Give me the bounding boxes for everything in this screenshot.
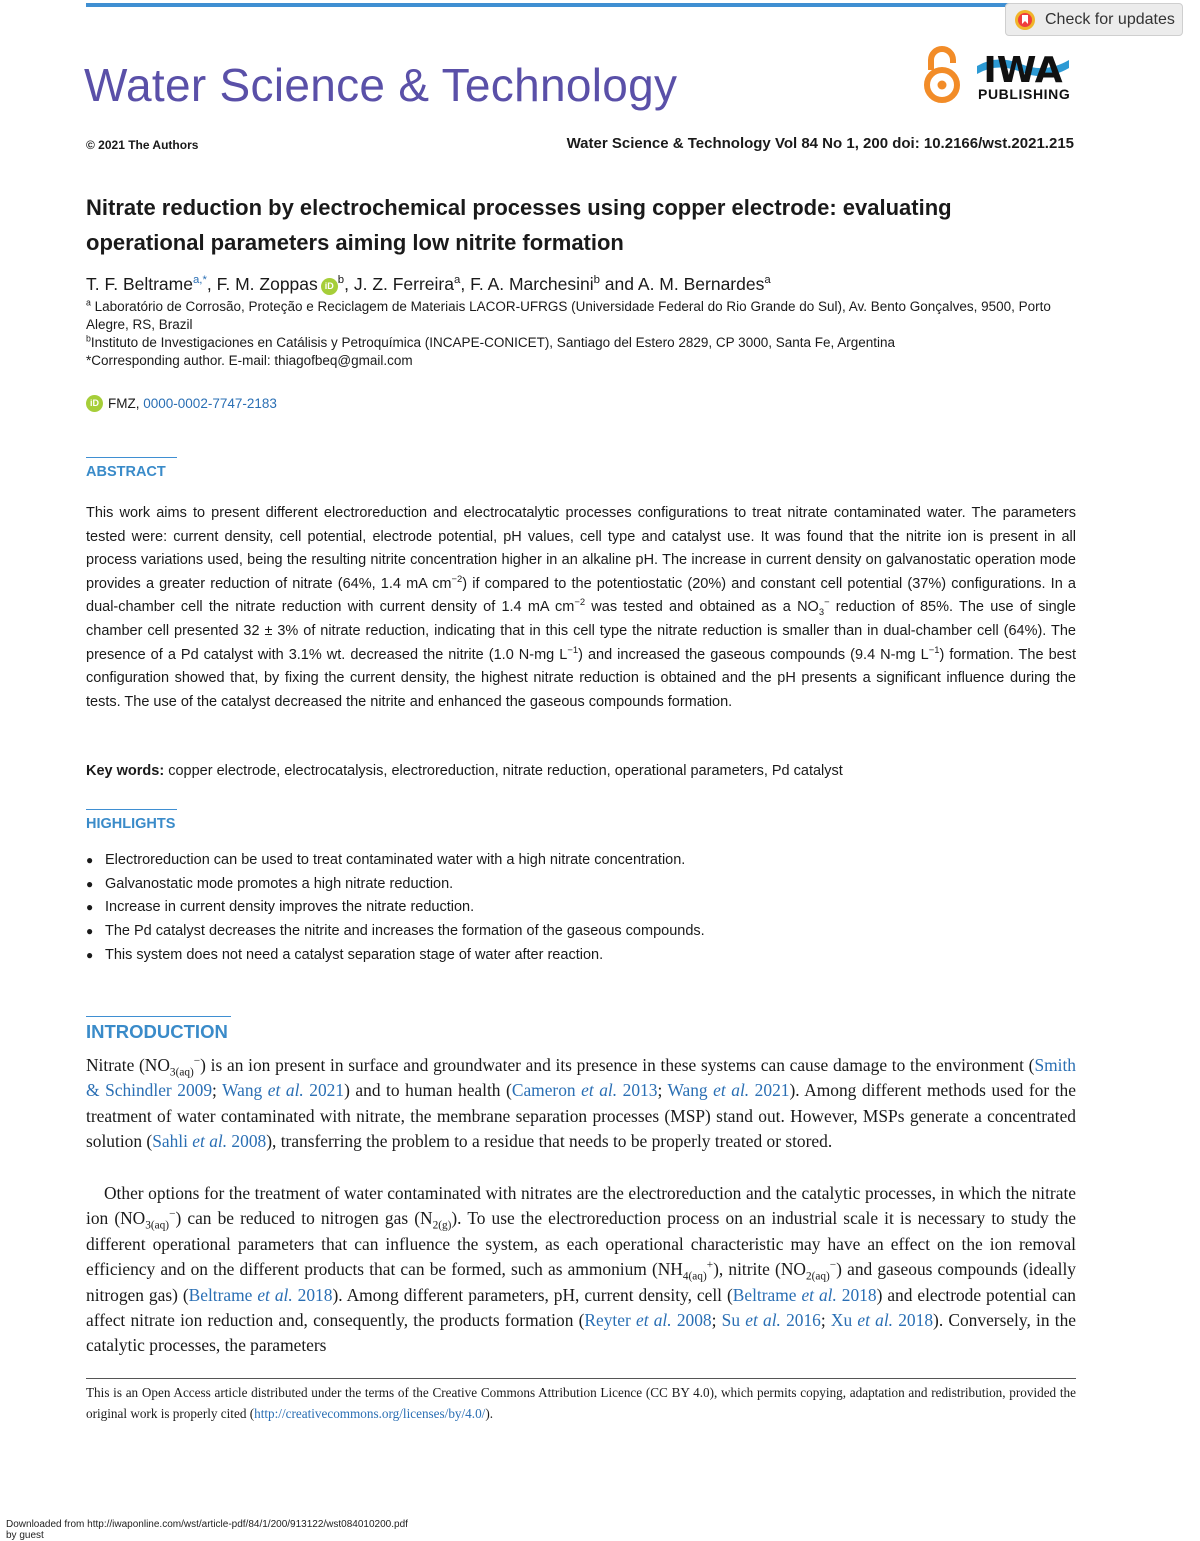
iwa-logo-text: IWA	[983, 50, 1063, 91]
citation-link[interactable]: Beltrame et al. 2018	[732, 1284, 877, 1305]
orcid-icon: iD	[86, 395, 103, 412]
journal-citation: Water Science & Technology Vol 84 No 1, 200 doi: 10.2166/wst.2021.215	[566, 135, 1074, 152]
orcid-label: FMZ,	[108, 396, 140, 411]
highlights-rule	[86, 809, 177, 810]
intro-paragraph-1: Nitrate $(NO_{3(aq)}^-)$ is an ion present in surface and groundwater and its presence in these systems can cause damage to the environment (Smith & Schindler 2009; Wang et al. 2021) and to human health (Cameron et al. 2013; Wang et al. 2021). Among different methods used for the treatment of water contaminated with nitrate, the membrane separation processes (MSP) stand out. However, MSPs generate a concentrated solution (Sahli et al. 2008), transferring the problem to a residue that needs to be properly treated or stored.	[86, 1055, 1076, 1152]
abstract-text: This work aims to present different electroreduction and electrocatalytic processes configurations to treat nitrate contaminated water. The parameters tested were: current density, cell potential, electrode potential, pH values, cell type and catalyst use. It was found that the nitrite ion is present in all process variations used, being the resulting nitrite concentration higher in an alkaline pH. The increase in current density on galvanostatic operation mode provides a greater reduction of nitrate (64%, 1.4 mA $cm^{-2}$) if compared to the potentiostatic (20%) and constant cell potential (37%) configurations. In a dual-chamber cell the nitrate reduction with current density of 1.4 mA $cm^{-2}$ was tested and obtained as a $NO_3^-$ reduction of 85%. The use of single chamber cell presented 32 ± 3% of nitrate reduction, indicating that in this cell type the nitrate reduction is smaller than in dual-chamber cell (64%). The presence of a Pd catalyst with 3.1% wt. decreased the nitrite (1.0 N-mg $L^{-1}$) and increased the gaseous compounds (9.4 N-mg $L^{-1}$) formation. The best configuration showed that, by fixing the current density, the highest nitrate reduction is obtained and the pH presents a significant influence during the tests. The use of the catalyst decreased the nitrite and enhanced the gaseous compounds formation.	[86, 505, 1076, 710]
keywords-text: copper electrode, electrocatalysis, electroreduction, nitrate reduction, operational parameters, Pd catalyst	[168, 763, 843, 779]
citation-link[interactable]: Reyter et al. 2008	[584, 1310, 712, 1331]
abstract-rule	[86, 457, 177, 458]
author-name: F. M. Zoppas	[216, 274, 318, 294]
abstract-heading: ABSTRACT	[86, 464, 166, 480]
license-footnote: This is an Open Access article distributed under the terms of the Creative Commons Attribution Licence (CC BY 4.0), which permits copying, adaptation and redistribution, provided the original work is properly cited (http://creativecommons.org/licenses/by/4.0/).	[86, 1385, 1076, 1421]
author-name: T. F. Beltrame	[86, 274, 193, 294]
affiliation-mark: a	[86, 297, 91, 308]
title-line-1: Nitrate reduction by electrochemical processes using copper electrode: evaluating	[86, 195, 952, 220]
list-item: ● Galvanostatic mode promotes a high nitrate reduction.	[86, 873, 705, 897]
title-line-2: operational parameters aiming low nitrite formation	[86, 230, 624, 255]
author-affil-mark: a	[764, 274, 771, 287]
download-line-1: Downloaded from http://iwaponline.com/wst/article-pdf/84/1/200/913122/wst084010200.pdf	[6, 1519, 408, 1530]
introduction-heading: INTRODUCTION	[86, 1021, 228, 1042]
copyright: © 2021 The Authors	[86, 138, 199, 152]
author-conjunction: and	[604, 274, 634, 294]
orcid-link[interactable]: 0000-0002-7747-2183	[143, 396, 277, 411]
orcid-line	[86, 395, 277, 412]
citation-link[interactable]: Xu et al. 2018	[830, 1310, 934, 1331]
footnote-rule	[86, 1378, 1076, 1379]
journal-title: Water Science & Technology	[84, 59, 678, 111]
citation-link[interactable]: Wang et al. 2021	[667, 1080, 790, 1101]
affiliation-a	[86, 298, 1076, 334]
citation-link[interactable]: Su et al. 2016	[721, 1310, 821, 1331]
author-affil-mark: b	[337, 274, 345, 287]
author-name: A. M. Bernardes	[637, 274, 765, 294]
author-affil-mark: b	[593, 274, 600, 287]
license-link[interactable]: http://creativecommons.org/licenses/by/4.0/	[254, 1406, 486, 1421]
citation-link[interactable]: Smith & Schindler 2009	[86, 1055, 1076, 1101]
affiliation-mark: b	[86, 333, 91, 344]
affiliation-text: Instituto de Investigaciones en Catálisis y Petroquímica (INCAPE-CONICET), Santiago del Estero 2829, CP 3000, Santa Fe, Argentina	[90, 335, 896, 350]
author-list: T. F. Beltrame$^{a,*}$, F. M. Zoppas iD $^b$, J. Z. Ferreira$^a$, F. A. Marchesini$^b$ and A. M. Bernardes$^a$	[86, 274, 771, 294]
highlights-list	[86, 849, 705, 967]
list-item: ● The Pd catalyst decreases the nitrite and increases the formation of the gaseous compounds.	[86, 920, 705, 944]
author-name: J. Z. Ferreira	[353, 274, 454, 294]
citation-link[interactable]: Sahli et al. 2008	[152, 1131, 267, 1152]
intro-paragraph-2: Other options for the treatment of water contaminated with nitrates are the electroreduction and the catalytic processes, in which the nitrate ion $(NO_{3(aq)}^-)$ can be reduced to nitrogen gas $(N_{2(g)})$. To use the electroreduction process on an industrial scale it is necessary to study the different operational parameters that can influence the system, as each operational characteristic may have an effect on the ion removal efficiency and on the different products that can be formed, such as ammonium $(NH_{4(aq)}^+)$, nitrite $(NO_{2(aq)}^-)$ and gaseous compounds (ideally nitrogen gas) (Beltrame et al. 2018). Among different parameters, pH, current density, cell (Beltrame et al. 2018) and electrode potential can affect nitrate ion reduction and, consequently, the products formation (Reyter et al. 2008; Su et al. 2016; Xu et al. 2018). Conversely, in the catalytic processes, the parameters	[86, 1183, 1076, 1356]
download-stamp	[6, 1519, 408, 1541]
list-item: ● Electroreduction can be used to treat contaminated water with a high nitrate concentration.	[86, 849, 705, 873]
top-accent-bar	[86, 3, 1076, 7]
author-affil-mark: a	[454, 274, 461, 287]
citation-link[interactable]: Cameron et al. 2013	[511, 1080, 658, 1101]
article-title	[86, 190, 1076, 260]
citation-link[interactable]: Beltrame et al. 2018	[188, 1284, 333, 1305]
affiliation-b	[86, 334, 1076, 352]
open-access-icon	[921, 44, 963, 104]
keywords	[86, 763, 843, 779]
citation-link[interactable]: Wang et al. 2021	[222, 1080, 345, 1101]
keywords-label: Key words:	[86, 763, 165, 779]
orcid-icon[interactable]: iD	[321, 278, 338, 295]
corresponding-author: *Corresponding author. E-mail: thiagofbeq@gmail.com	[86, 353, 413, 368]
crossmark-icon	[1014, 9, 1036, 31]
list-item: ● This system does not need a catalyst separation stage of water after reaction.	[86, 944, 705, 968]
check-for-updates-label: Check for updates	[1045, 10, 1175, 28]
highlights-heading: HIGHLIGHTS	[86, 816, 176, 832]
check-for-updates-button[interactable]	[1005, 3, 1183, 36]
author-name: F. A. Marchesini	[470, 274, 594, 294]
list-item: ● Increase in current density improves the nitrate reduction.	[86, 896, 705, 920]
intro-rule	[86, 1016, 231, 1017]
download-line-2: by guest	[6, 1530, 44, 1541]
author-affil-mark[interactable]: a,*	[192, 274, 207, 287]
affiliation-text: Laboratório de Corrosão, Proteção e Reciclagem de Materiais LACOR-UFRGS (Universidade Federal do Rio Grande do Sul), Av. Bento Gonçalves, 9500, Porto Alegre, RS, Brazil	[86, 299, 1051, 332]
publisher-name: PUBLISHING	[978, 86, 1071, 102]
